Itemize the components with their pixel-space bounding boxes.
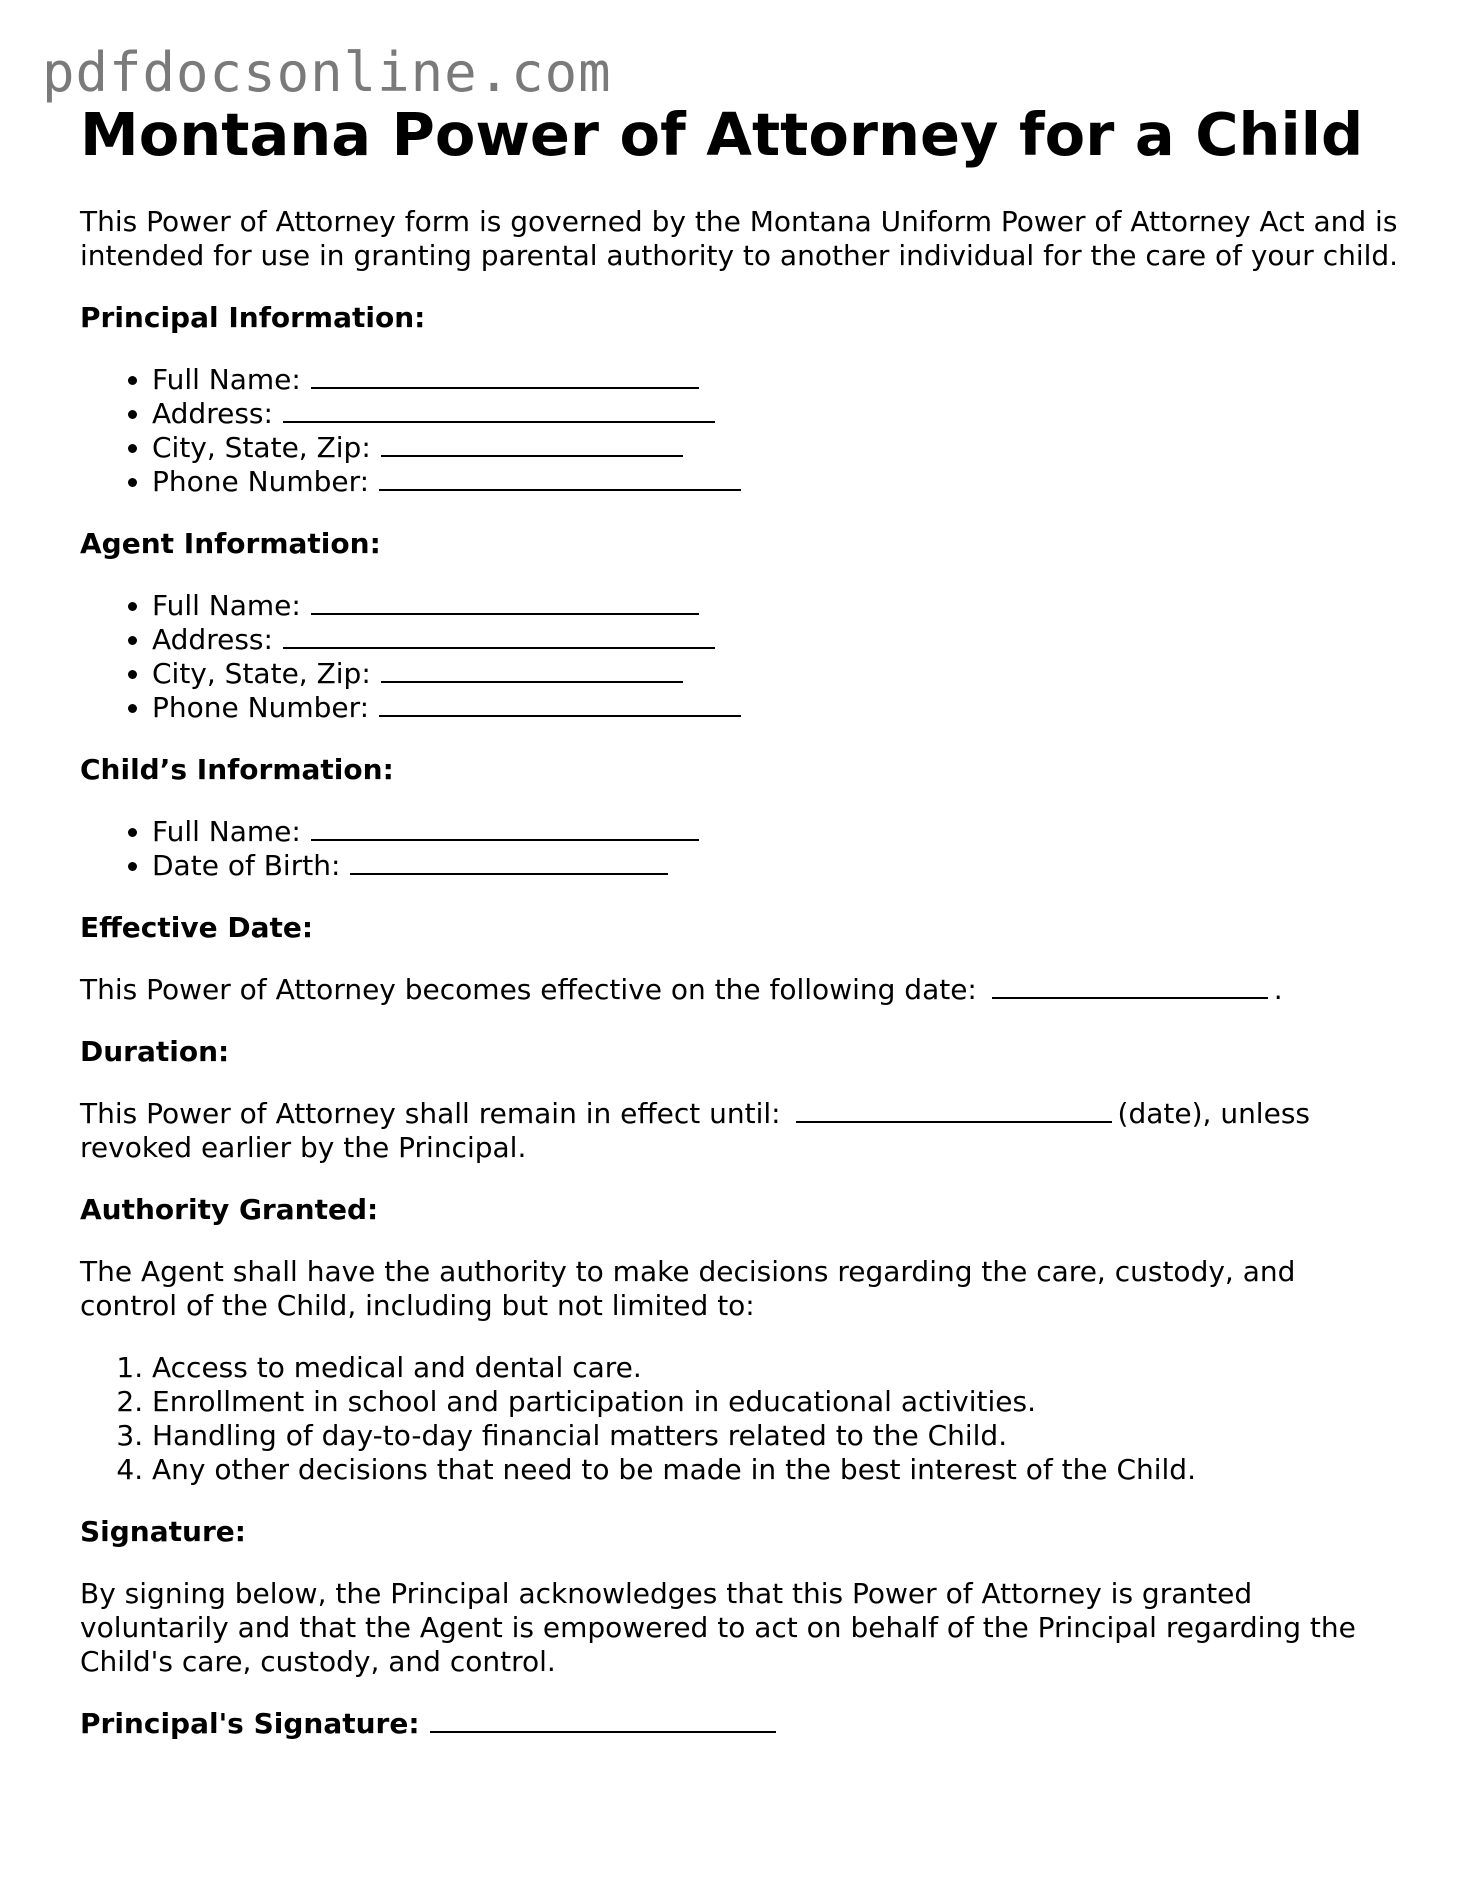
agent-phone-field[interactable]: • Phone Number: xyxy=(152,691,1400,725)
child-heading: Child’s Information: xyxy=(80,752,394,786)
watermark: pdfdocsonline.com xyxy=(42,41,612,104)
signature-heading: Signature: xyxy=(80,1514,246,1548)
list-item: 1. Access to medical and dental care. xyxy=(152,1351,1400,1385)
duration-date-blank[interactable] xyxy=(796,1099,1112,1123)
principal-signature-field[interactable]: Principal's Signature: xyxy=(80,1707,1400,1741)
authority-text: The Agent shall have the authority to make decisions regarding the care, custody, and control of the Child, including but not limited to: xyxy=(80,1254,1296,1322)
blank-line[interactable] xyxy=(283,625,715,649)
blank-line[interactable] xyxy=(381,433,683,457)
blank-line[interactable] xyxy=(379,467,741,491)
authority-heading: Authority Granted: xyxy=(80,1192,379,1226)
principal-address-field[interactable]: • Address: xyxy=(152,397,1400,431)
principal-city-state-zip-field[interactable]: • City, State, Zip: xyxy=(152,431,1400,465)
principal-full-name-field[interactable]: • Full Name: xyxy=(152,363,1400,397)
principal-heading: Principal Information: xyxy=(80,300,426,334)
signature-text: By signing below, the Principal acknowledges that this Power of Attorney is granted voluntarily and that the Agent is empowered to act on behalf of the Principal regarding the Child's care, custody, and control. xyxy=(80,1576,1356,1678)
blank-line[interactable] xyxy=(311,817,699,841)
document-title: Montana Power of Attorney for a Child xyxy=(80,100,1364,169)
effective-date-blank[interactable] xyxy=(992,975,1268,999)
effective-date-heading: Effective Date: xyxy=(80,910,314,944)
child-full-name-field[interactable]: • Full Name: xyxy=(152,815,1400,849)
child-fields xyxy=(80,815,1400,883)
blank-line[interactable] xyxy=(350,851,668,875)
list-item: 4. Any other decisions that need to be made in the best interest of the Child. xyxy=(152,1453,1400,1487)
blank-line[interactable] xyxy=(381,659,683,683)
principal-fields xyxy=(80,363,1400,499)
agent-city-state-zip-field[interactable]: • City, State, Zip: xyxy=(152,657,1400,691)
child-dob-field[interactable]: • Date of Birth: xyxy=(152,849,1400,883)
blank-line[interactable] xyxy=(311,365,699,389)
blank-line[interactable] xyxy=(379,693,741,717)
principal-phone-field[interactable]: • Phone Number: xyxy=(152,465,1400,499)
authority-list xyxy=(80,1351,1400,1487)
signature-blank[interactable] xyxy=(430,1709,776,1733)
agent-heading: Agent Information: xyxy=(80,526,381,560)
blank-line[interactable] xyxy=(311,591,699,615)
agent-address-field[interactable]: • Address: xyxy=(152,623,1400,657)
agent-fields xyxy=(80,589,1400,725)
agent-full-name-field[interactable]: • Full Name: xyxy=(152,589,1400,623)
intro-paragraph: This Power of Attorney form is governed by the Montana Uniform Power of Attorney Act and is intended for use in granting parental authority to another individual for the care of your child. xyxy=(80,204,1399,272)
blank-line[interactable] xyxy=(283,399,715,423)
duration-text: This Power of Attorney shall remain in effect until: (date), unless revoked earlier by the Principal. xyxy=(80,1096,1310,1164)
duration-heading: Duration: xyxy=(80,1034,230,1068)
document-body xyxy=(80,100,1400,1741)
list-item: 3. Handling of day-to-day financial matters related to the Child. xyxy=(152,1419,1400,1453)
effective-date-text: This Power of Attorney becomes effective on the following date: . xyxy=(80,972,1283,1006)
list-item: 2. Enrollment in school and participation in educational activities. xyxy=(152,1385,1400,1419)
